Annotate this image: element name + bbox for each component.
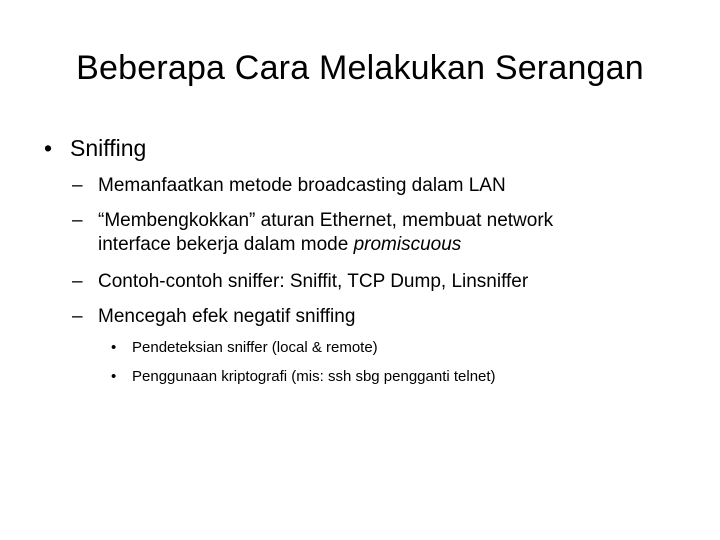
dot-marker: •: [111, 368, 117, 385]
bullet-sniffing: [44, 133, 146, 163]
subsubitem-text: Penggunaan kriptografi (mis: ssh sbg pengganti telnet): [132, 368, 496, 385]
dash-marker: –: [72, 175, 83, 196]
subitem-text-line2: [98, 233, 658, 257]
slide-title: Beberapa Cara Melakukan Serangan: [76, 49, 644, 87]
line2-italic: promiscuous: [353, 234, 462, 255]
dot-marker: •: [111, 339, 117, 356]
subsubitem-detection: [111, 338, 378, 358]
dash-marker: –: [72, 306, 83, 327]
subitem-text-line1: “Membengkokkan” aturan Ethernet, membuat network: [98, 210, 554, 231]
dash-marker: –: [72, 271, 83, 292]
subitem-sniffer-examples: [72, 270, 658, 294]
dash-marker: –: [72, 210, 83, 231]
subitem-text: Contoh-contoh sniffer: Sniffit, TCP Dump, Linsniffer: [98, 271, 529, 292]
subsubitem-cryptography: [111, 367, 496, 387]
bullet-label: Sniffing: [70, 135, 147, 161]
subitem-prevent: [72, 305, 658, 329]
bullet-marker: •: [44, 135, 53, 161]
subitem-text: Mencegah efek negatif sniffing: [98, 306, 356, 327]
line2-prefix: interface bekerja dalam mode: [98, 234, 354, 255]
subitem-ethernet: [72, 209, 658, 257]
subitem-broadcasting: [72, 174, 658, 198]
subsubitem-text: Pendeteksian sniffer (local & remote): [132, 339, 378, 356]
subitem-text: Memanfaatkan metode broadcasting dalam LAN: [98, 175, 506, 196]
